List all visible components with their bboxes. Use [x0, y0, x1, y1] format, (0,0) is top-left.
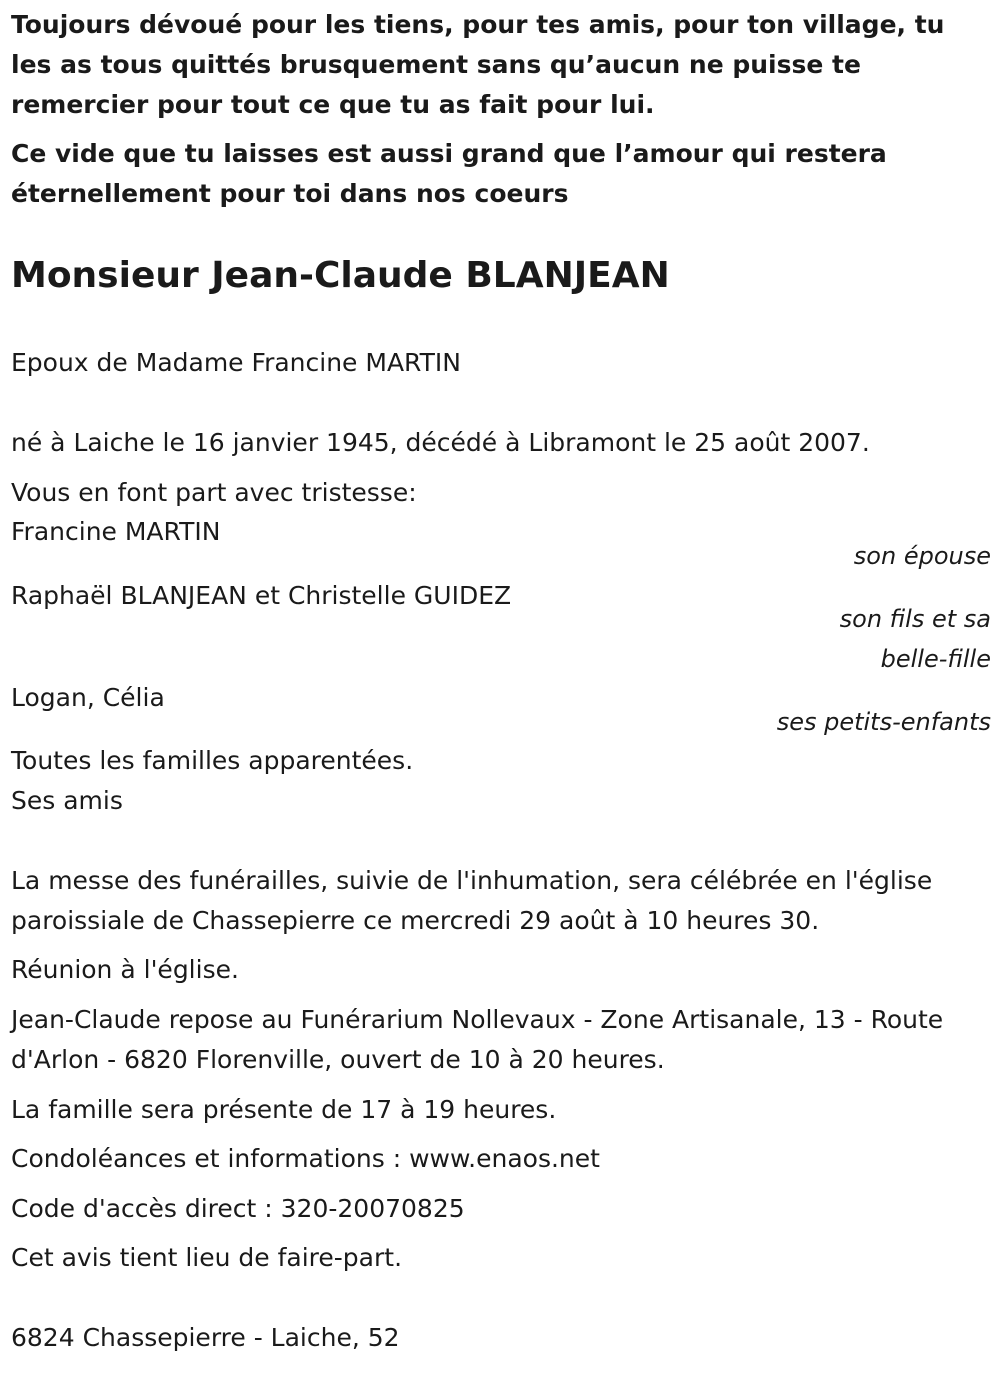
intro-paragraph-1: Toujours dévoué pour les tiens, pour tes amis, pour ton village, tu les as tous quittés brusquement sans qu’aucun ne puisse te remercier pour tout ce que tu as fait pour lui.	[11, 10, 945, 119]
mass-details: La messe des funérailles, suivie de l'inhumation, sera célébrée en l'église paroissiale de Chassepierre ce mercredi 29 août à 10 heures 30.	[11, 866, 933, 935]
birth-death-line: né à Laiche le 16 janvier 1945, décédé à Libramont le 25 août 2007.	[11, 428, 870, 457]
announcer-names: Logan, Célia	[11, 683, 165, 712]
repose-details: Jean-Claude repose au Funérarium Nollevaux - Zone Artisanale, 13 - Route d'Arlon - 6820 Florenville, ouvert de 10 à 20 heures.	[11, 1005, 944, 1074]
announcer-names: Raphaël BLANJEAN et Christelle GUIDEZ	[11, 581, 512, 610]
family-presence-line: La famille sera présente de 17 à 19 heures.	[11, 1095, 557, 1124]
spouse-line: Epoux de Madame Francine MARTIN	[11, 348, 461, 377]
condolences-line: Condoléances et informations : www.enaos.net	[11, 1144, 600, 1173]
gathering-line: Réunion à l'église.	[11, 955, 239, 984]
friends-line: Ses amis	[11, 786, 123, 815]
announcer-relation: son fils et sa belle-fille	[839, 605, 991, 673]
announcers-intro: Vous en font part avec tristesse:	[11, 478, 417, 507]
intro-paragraph-2: Ce vide que tu laisses est aussi grand que l’amour qui restera éternellement pour toi dans nos coeurs	[11, 139, 887, 208]
families-line: Toutes les familles apparentées.	[11, 746, 414, 775]
notice-line: Cet avis tient lieu de faire-part.	[11, 1243, 403, 1272]
access-code-line: Code d'accès direct : 320-20070825	[11, 1194, 465, 1223]
deceased-name: Monsieur Jean-Claude BLANJEAN	[11, 255, 670, 296]
announcer-relation: son épouse	[853, 542, 991, 570]
announcer-relation: ses petits-enfants	[776, 708, 991, 736]
announcer-names: Francine MARTIN	[11, 517, 221, 546]
address-line: 6824 Chassepierre - Laiche, 52	[11, 1323, 400, 1352]
